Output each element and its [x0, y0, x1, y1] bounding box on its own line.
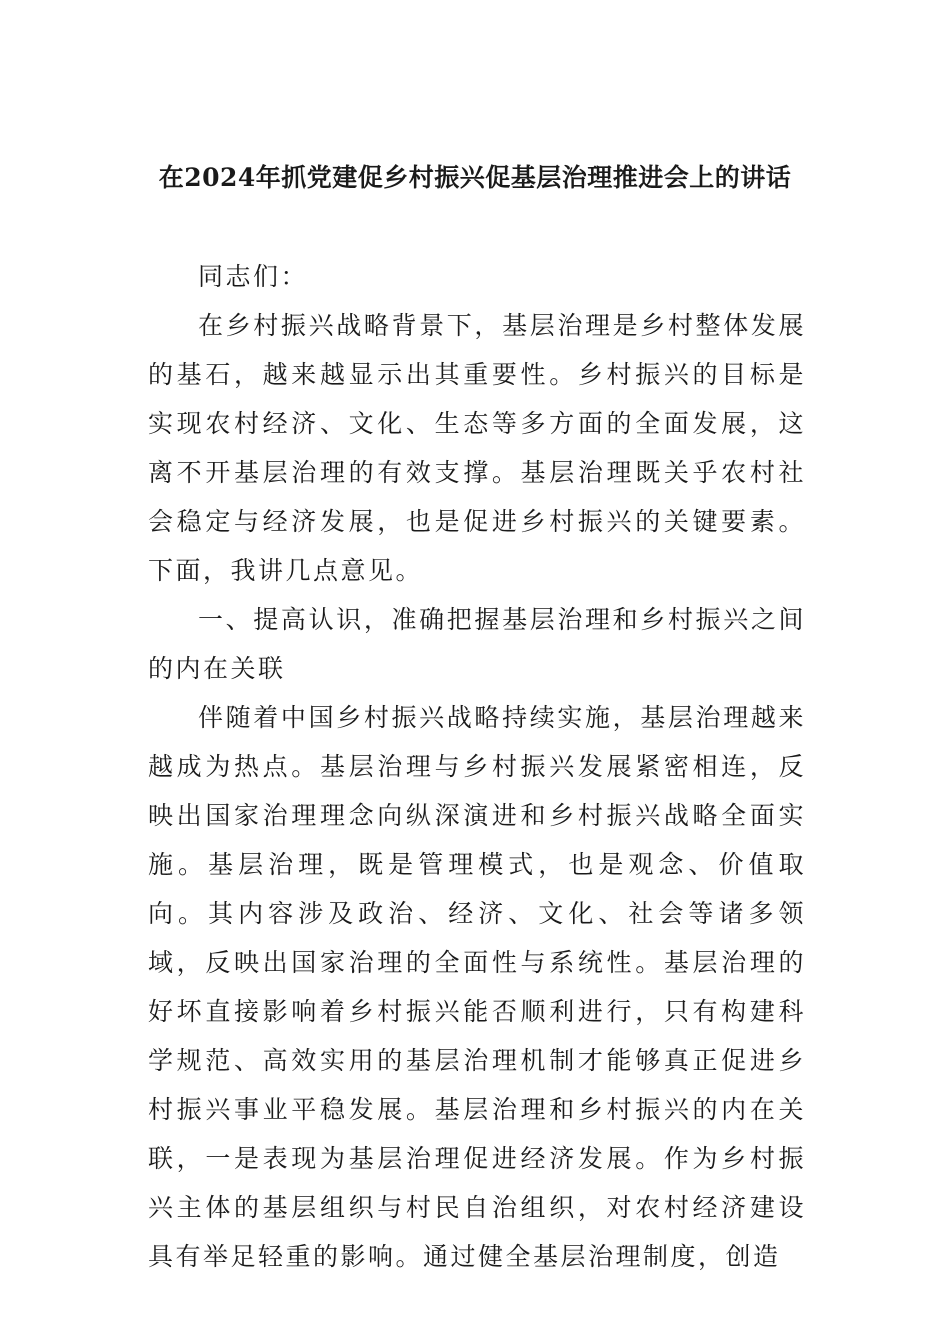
paragraph: 伴随着中国乡村振兴战略持续实施，基层治理越来越成为热点。基层治理与乡村振兴发展紧密相连，反映出国家治理理念向纵深演进和乡村振兴战略全面实施。基层治理，既是管理模式，也是观念、价值取向。其内容涉及政治、经济、文化、社会等诸多领域，反映出国家治理的全面性与系统性。基层治理的好坏直接影响着乡村振兴能否顺利进行，只有构建科学规范、高效实用的基层治理机制才能够真正促进乡村振兴事业平稳发展。基层治理和乡村振兴的内在关联，一是表现为基层治理促进经济发展。作为乡村振兴主体的基层组织与村民自治组织，对农村经济建设具有举足轻重的影响。通过健全基层治理制度，创造 — [148, 703, 806, 1271]
document-title: 在2024年抓党建促乡村振兴促基层治理推进会上的讲话 — [158, 163, 792, 192]
document-body — [148, 252, 806, 1281]
salutation: 同志们： — [198, 262, 309, 291]
paragraph: 在乡村振兴战略背景下，基层治理是乡村整体发展的基石，越来越显示出其重要性。乡村振兴的目标是实现农村经济、文化、生态等多方面的全面发展，这离不开基层治理的有效支撑。基层治理既关乎农村社会稳定与经济发展，也是促进乡村振兴的关键要素。下面，我讲几点意见。 — [148, 311, 806, 585]
section-heading: 一、提高认识，准确把握基层治理和乡村振兴之间的内在关联 — [148, 605, 806, 683]
